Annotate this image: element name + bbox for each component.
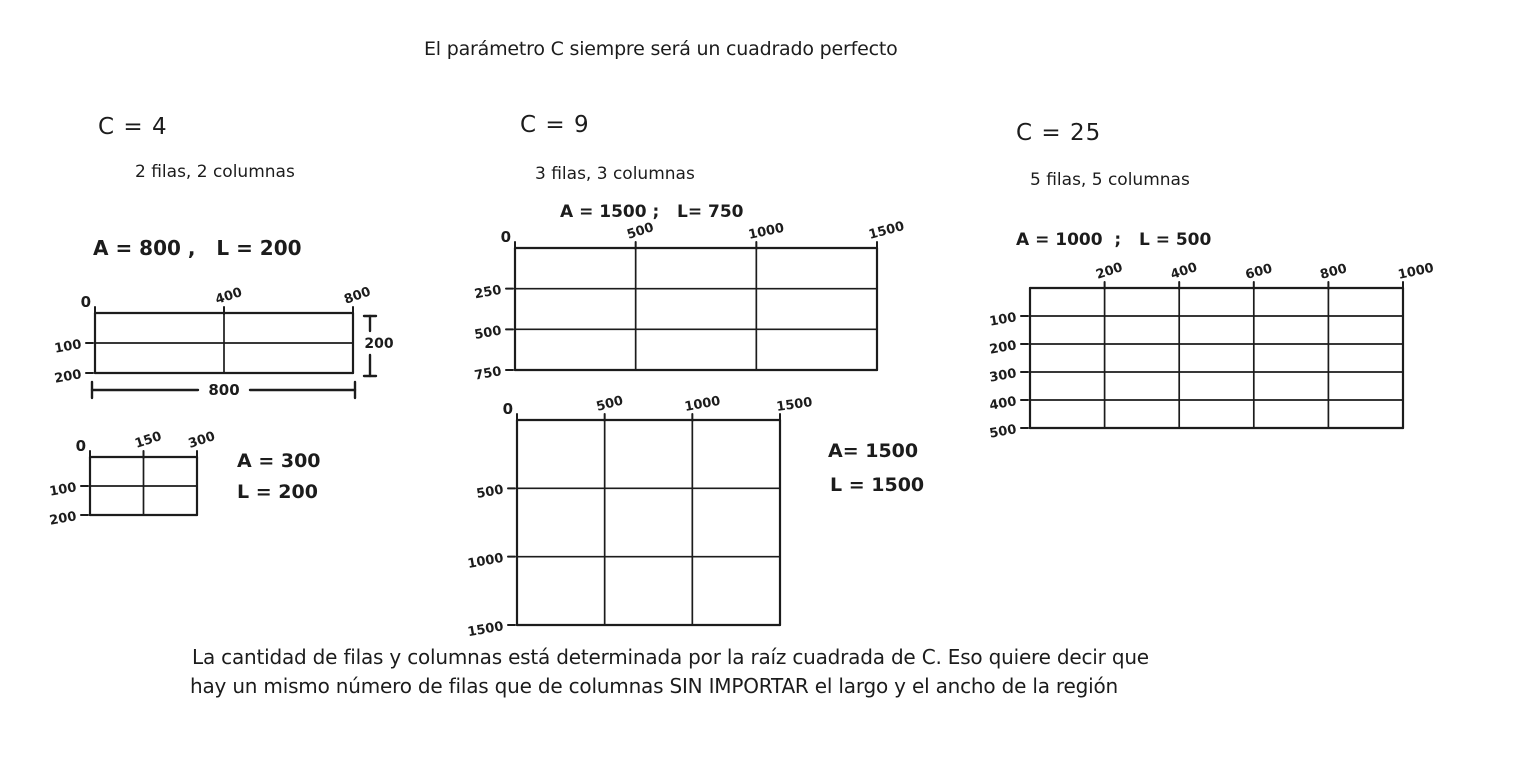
tick-label: 1500: [775, 395, 814, 415]
c4-grid-300x200: [28, 409, 277, 567]
dimension-label: 800: [208, 381, 240, 399]
section-header-c4: C = 4: [98, 114, 168, 140]
tick-label: 800: [342, 284, 373, 308]
tick-label: 1000: [747, 220, 786, 243]
annotation-length-c4b: L = 200: [237, 481, 318, 503]
tick-label: 500: [988, 422, 1018, 442]
tick-label: 200: [988, 338, 1018, 358]
tick-label: 750: [473, 364, 503, 384]
tick-label: 1000: [466, 550, 505, 572]
tick-label: 800: [1318, 261, 1349, 283]
tick-label: 400: [988, 394, 1018, 414]
tick-label: 200: [53, 367, 83, 387]
tick-label: 1500: [867, 219, 906, 243]
grid-params-c25: A = 1000 ; L = 500: [1016, 230, 1212, 250]
footer-text-line2: hay un mismo número de filas que de columnas SIN IMPORTAR el largo y el ancho de la región: [190, 674, 1118, 698]
tick-label: 300: [988, 366, 1018, 386]
tick-label: 500: [473, 323, 503, 343]
tick-label: 150: [133, 429, 164, 452]
footer-text-line1: La cantidad de filas y columnas está determinada por la raíz cuadrada de C. Eso quiere decir que: [192, 645, 1149, 669]
section-header-c25: C = 25: [1016, 120, 1102, 146]
tick-label: 200: [1094, 260, 1125, 283]
c4-grid-800x200: [33, 265, 433, 425]
tick-label: 600: [1243, 261, 1275, 283]
tick-label: 0: [502, 400, 513, 418]
dimension-label: 200: [364, 336, 394, 352]
tick-label: 500: [594, 393, 625, 415]
tick-label: 400: [213, 285, 245, 308]
section-subtitle-c9: 3 filas, 3 columnas: [535, 164, 695, 184]
tick-label: 100: [988, 310, 1018, 330]
tick-label: 0: [80, 293, 91, 311]
tick-label: 400: [1168, 260, 1200, 283]
tick-label: 500: [475, 482, 505, 502]
tick-label: 250: [473, 282, 503, 303]
tick-label: 100: [48, 480, 78, 500]
section-subtitle-c25: 5 filas, 5 columnas: [1030, 170, 1190, 190]
section-header-c9: C = 9: [520, 112, 590, 138]
tick-label: 1000: [1396, 260, 1436, 283]
tick-label: 200: [48, 509, 78, 529]
tick-label: 100: [53, 337, 83, 357]
annotation-area-c9b: A= 1500: [828, 440, 919, 462]
tick-label: 0: [75, 437, 86, 455]
tick-label: 500: [625, 220, 656, 243]
annotation-length-c9b: L = 1500: [830, 474, 925, 496]
tick-label: 1500: [466, 619, 505, 641]
c9-grid-1500x1500: [455, 372, 860, 677]
grid-params-c4: A = 800 , L = 200: [93, 236, 302, 260]
tick-label: 1000: [683, 393, 722, 415]
section-subtitle-c4: 2 filas, 2 columnas: [135, 162, 295, 182]
c25-grid-1000x500: [968, 240, 1483, 480]
tick-label: 0: [500, 228, 511, 246]
annotation-area-c4b: A = 300: [237, 450, 321, 472]
page-title: El parámetro C siempre será un cuadrado perfecto: [424, 38, 898, 60]
tick-label: 300: [186, 429, 218, 452]
grid-params-c9: A = 1500 ; L= 750: [560, 202, 744, 222]
